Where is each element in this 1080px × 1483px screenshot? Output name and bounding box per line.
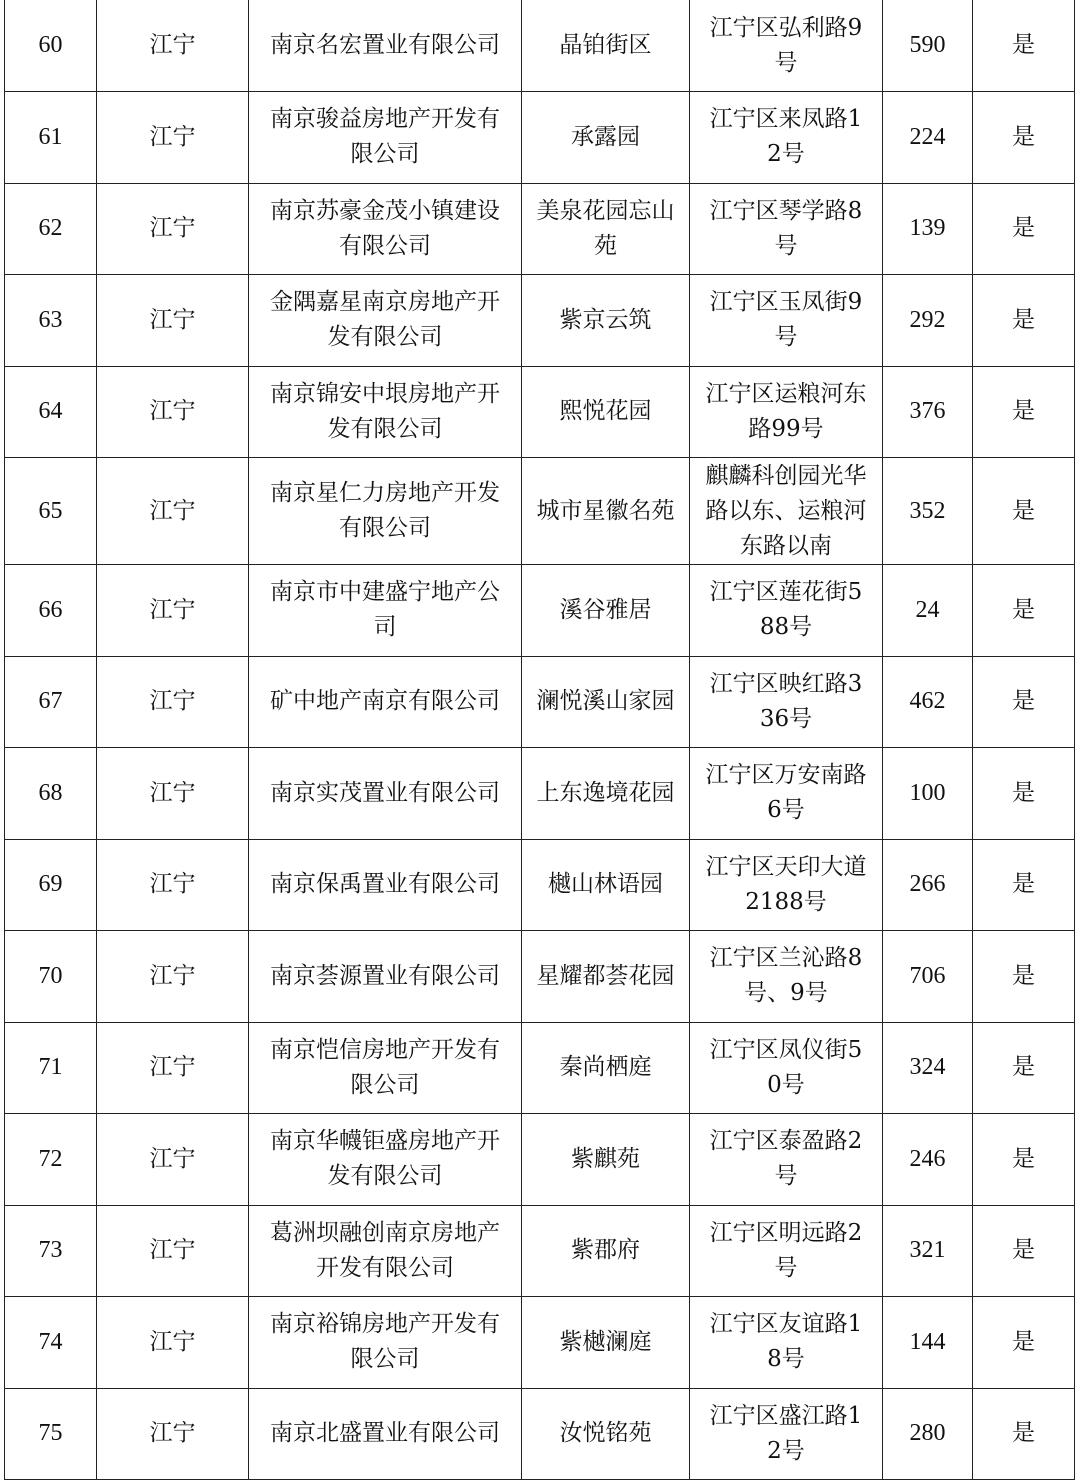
developer-cell: 南京市中建盛宁地产公司 — [249, 565, 522, 657]
developer-cell: 葛洲坝融创南京房地产开发有限公司 — [249, 1205, 522, 1297]
unit-count-cell: 139 — [883, 183, 973, 275]
table-row — [5, 1388, 1075, 1480]
developer-cell: 南京恺信房地产开发有限公司 — [249, 1022, 522, 1114]
address-cell: 江宁区泰盈路2号 — [690, 1114, 883, 1206]
district-cell: 江宁 — [97, 931, 249, 1023]
table-row — [5, 839, 1075, 931]
project-name-cell: 紫京云筑 — [522, 275, 690, 367]
developer-cell: 南京锦安中垠房地产开发有限公司 — [249, 366, 522, 458]
address-cell: 麒麟科创园光华路以东、运粮河东路以南 — [690, 458, 883, 565]
project-name-cell: 汝悦铭苑 — [522, 1388, 690, 1480]
status-flag-cell: 是 — [973, 1297, 1075, 1389]
row-number-cell: 67 — [5, 656, 97, 748]
unit-count-cell: 144 — [883, 1297, 973, 1389]
district-cell: 江宁 — [97, 366, 249, 458]
row-number-cell: 74 — [5, 1297, 97, 1389]
row-number-cell: 65 — [5, 458, 97, 565]
row-number-cell: 64 — [5, 366, 97, 458]
project-name-cell: 星耀都荟花园 — [522, 931, 690, 1023]
project-name-cell: 上东逸境花园 — [522, 748, 690, 840]
developer-cell: 南京星仁力房地产开发有限公司 — [249, 458, 522, 565]
unit-count-cell: 321 — [883, 1205, 973, 1297]
address-cell: 江宁区凤仪街50号 — [690, 1022, 883, 1114]
district-cell: 江宁 — [97, 1205, 249, 1297]
status-flag-cell: 是 — [973, 458, 1075, 565]
row-number-cell: 66 — [5, 565, 97, 657]
project-name-cell: 澜悦溪山家园 — [522, 656, 690, 748]
row-number-cell: 63 — [5, 275, 97, 367]
project-name-cell: 城市星徽名苑 — [522, 458, 690, 565]
unit-count-cell: 590 — [883, 0, 973, 92]
table-row — [5, 366, 1075, 458]
district-cell: 江宁 — [97, 839, 249, 931]
status-flag-cell: 是 — [973, 565, 1075, 657]
project-name-cell: 紫樾澜庭 — [522, 1297, 690, 1389]
developer-cell: 南京裕锦房地产开发有限公司 — [249, 1297, 522, 1389]
status-flag-cell: 是 — [973, 839, 1075, 931]
district-cell: 江宁 — [97, 183, 249, 275]
unit-count-cell: 266 — [883, 839, 973, 931]
row-number-cell: 71 — [5, 1022, 97, 1114]
status-flag-cell: 是 — [973, 0, 1075, 92]
unit-count-cell: 706 — [883, 931, 973, 1023]
status-flag-cell: 是 — [973, 1022, 1075, 1114]
district-cell: 江宁 — [97, 656, 249, 748]
status-flag-cell: 是 — [973, 656, 1075, 748]
unit-count-cell: 246 — [883, 1114, 973, 1206]
unit-count-cell: 292 — [883, 275, 973, 367]
row-number-cell: 68 — [5, 748, 97, 840]
address-cell: 江宁区琴学路8号 — [690, 183, 883, 275]
address-cell: 江宁区万安南路6号 — [690, 748, 883, 840]
table-row — [5, 458, 1075, 565]
project-name-cell: 溪谷雅居 — [522, 565, 690, 657]
developer-cell: 南京苏豪金茂小镇建设有限公司 — [249, 183, 522, 275]
address-cell: 江宁区明远路2号 — [690, 1205, 883, 1297]
address-cell: 江宁区莲花街588号 — [690, 565, 883, 657]
status-flag-cell: 是 — [973, 366, 1075, 458]
project-name-cell: 紫郡府 — [522, 1205, 690, 1297]
developer-cell: 南京保禹置业有限公司 — [249, 839, 522, 931]
district-cell: 江宁 — [97, 748, 249, 840]
status-flag-cell: 是 — [973, 183, 1075, 275]
housing-table — [4, 0, 1075, 1480]
address-cell: 江宁区玉凤街9号 — [690, 275, 883, 367]
project-name-cell: 樾山林语园 — [522, 839, 690, 931]
table-row — [5, 183, 1075, 275]
district-cell: 江宁 — [97, 458, 249, 565]
table-row — [5, 1205, 1075, 1297]
address-cell: 江宁区来凤路12号 — [690, 92, 883, 184]
row-number-cell: 60 — [5, 0, 97, 92]
row-number-cell: 61 — [5, 92, 97, 184]
district-cell: 江宁 — [97, 0, 249, 92]
district-cell: 江宁 — [97, 1297, 249, 1389]
status-flag-cell: 是 — [973, 92, 1075, 184]
unit-count-cell: 224 — [883, 92, 973, 184]
developer-cell: 南京华幭钜盛房地产开发有限公司 — [249, 1114, 522, 1206]
project-name-cell: 熙悦花园 — [522, 366, 690, 458]
developer-cell: 南京名宏置业有限公司 — [249, 0, 522, 92]
unit-count-cell: 24 — [883, 565, 973, 657]
address-cell: 江宁区天印大道2188号 — [690, 839, 883, 931]
unit-count-cell: 280 — [883, 1388, 973, 1480]
developer-cell: 南京骏益房地产开发有限公司 — [249, 92, 522, 184]
table-body — [5, 0, 1075, 1480]
developer-cell: 金隅嘉星南京房地产开发有限公司 — [249, 275, 522, 367]
district-cell: 江宁 — [97, 1022, 249, 1114]
status-flag-cell: 是 — [973, 1388, 1075, 1480]
district-cell: 江宁 — [97, 275, 249, 367]
row-number-cell: 70 — [5, 931, 97, 1023]
table-row — [5, 92, 1075, 184]
developer-cell: 南京实茂置业有限公司 — [249, 748, 522, 840]
address-cell: 江宁区运粮河东路99号 — [690, 366, 883, 458]
table-row — [5, 656, 1075, 748]
address-cell: 江宁区弘利路9号 — [690, 0, 883, 92]
table-row — [5, 565, 1075, 657]
row-number-cell: 73 — [5, 1205, 97, 1297]
table-row — [5, 275, 1075, 367]
district-cell: 江宁 — [97, 1388, 249, 1480]
district-cell: 江宁 — [97, 92, 249, 184]
row-number-cell: 75 — [5, 1388, 97, 1480]
table-row — [5, 1022, 1075, 1114]
project-name-cell: 承露园 — [522, 92, 690, 184]
row-number-cell: 72 — [5, 1114, 97, 1206]
address-cell: 江宁区兰沁路8号、9号 — [690, 931, 883, 1023]
status-flag-cell: 是 — [973, 748, 1075, 840]
project-name-cell: 晶铂街区 — [522, 0, 690, 92]
project-name-cell: 秦尚栖庭 — [522, 1022, 690, 1114]
row-number-cell: 69 — [5, 839, 97, 931]
developer-cell: 南京北盛置业有限公司 — [249, 1388, 522, 1480]
table-row — [5, 931, 1075, 1023]
unit-count-cell: 462 — [883, 656, 973, 748]
unit-count-cell: 324 — [883, 1022, 973, 1114]
row-number-cell: 62 — [5, 183, 97, 275]
table-row — [5, 1297, 1075, 1389]
address-cell: 江宁区友谊路18号 — [690, 1297, 883, 1389]
unit-count-cell: 100 — [883, 748, 973, 840]
project-name-cell: 美泉花园忘山苑 — [522, 183, 690, 275]
project-name-cell: 紫麒苑 — [522, 1114, 690, 1206]
status-flag-cell: 是 — [973, 931, 1075, 1023]
status-flag-cell: 是 — [973, 1114, 1075, 1206]
address-cell: 江宁区映红路336号 — [690, 656, 883, 748]
unit-count-cell: 352 — [883, 458, 973, 565]
address-cell: 江宁区盛江路12号 — [690, 1388, 883, 1480]
unit-count-cell: 376 — [883, 366, 973, 458]
district-cell: 江宁 — [97, 565, 249, 657]
table-row — [5, 0, 1075, 92]
table-row — [5, 748, 1075, 840]
developer-cell: 南京荟源置业有限公司 — [249, 931, 522, 1023]
developer-cell: 矿中地产南京有限公司 — [249, 656, 522, 748]
district-cell: 江宁 — [97, 1114, 249, 1206]
status-flag-cell: 是 — [973, 275, 1075, 367]
status-flag-cell: 是 — [973, 1205, 1075, 1297]
table-row — [5, 1114, 1075, 1206]
